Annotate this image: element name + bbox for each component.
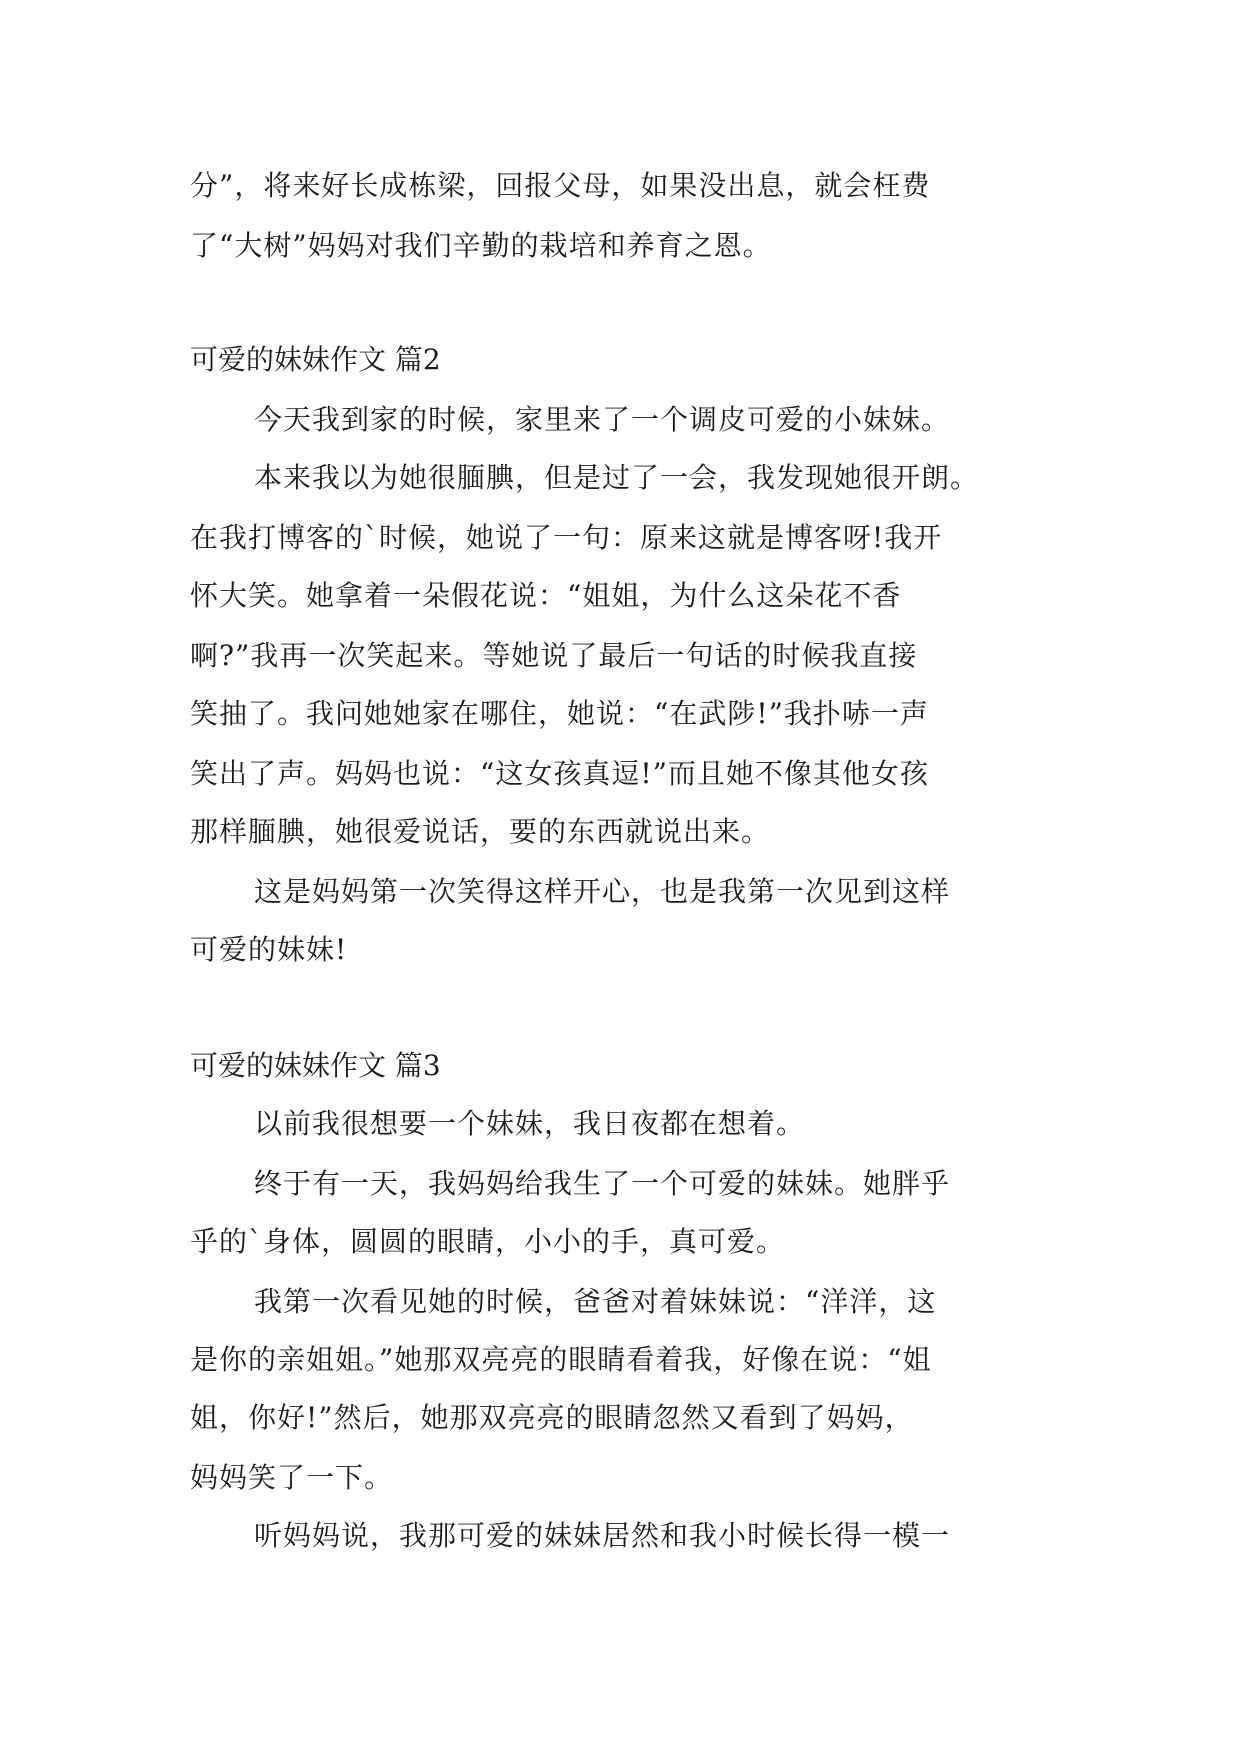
section-heading: 可爱的妹妹作文 篇3	[190, 1049, 441, 1082]
paragraph-line: 啊?”我再一次笑起来。等她说了最后一句话的时候我直接	[190, 639, 918, 672]
paragraph-line: 今天我到家的时候，家里来了一个调皮可爱的小妹妹。	[254, 403, 951, 436]
paragraph-line: 乎的`身体，圆圆的眼睛，小小的手，真可爱。	[190, 1225, 786, 1258]
paragraph-line: 分”，将来好长成栋梁，回报父母，如果没出息，就会枉费	[190, 169, 931, 202]
paragraph-line: 在我打博客的`时候，她说了一句：原来这就是博客呀!我开	[190, 521, 943, 554]
paragraph-line: 终于有一天，我妈妈给我生了一个可爱的妹妹。她胖乎	[254, 1167, 951, 1200]
paragraph-line: 笑出了声。妈妈也说：“这女孩真逗!”而且她不像其他女孩	[190, 757, 929, 790]
paragraph-line: 这是妈妈第一次笑得这样开心，也是我第一次见到这样	[254, 875, 951, 908]
paragraph-line: 姐，你好!”然后，她那双亮亮的眼睛忽然又看到了妈妈，	[190, 1401, 914, 1434]
paragraph-line: 以前我很想要一个妹妹，我日夜都在想着。	[254, 1107, 806, 1140]
paragraph-line: 那样腼腆，她很爱说话，要的东西就说出来。	[190, 815, 771, 848]
paragraph-line: 了“大树”妈妈对我们辛勤的栽培和养育之恩。	[190, 229, 772, 262]
paragraph-line: 听妈妈说，我那可爱的妹妹居然和我小时候长得一模一	[254, 1519, 951, 1552]
paragraph-line: 怀大笑。她拿着一朵假花说：“姐姐，为什么这朵花不香	[190, 579, 902, 612]
paragraph-line: 是你的亲姐姐。”她那双亮亮的眼睛看着我，好像在说：“姐	[190, 1343, 932, 1376]
paragraph-line: 我第一次看见她的时候，爸爸对着妹妹说：“洋洋，这	[254, 1285, 937, 1318]
paragraph-line: 笑抽了。我问她她家在哪住，她说：“在武陟!”我扑哧一声	[190, 697, 929, 730]
paragraph-line: 妈妈笑了一下。	[190, 1461, 394, 1494]
paragraph-line: 可爱的妹妹!	[190, 933, 348, 966]
paragraph-line: 本来我以为她很腼腆，但是过了一会，我发现她很开朗。	[254, 461, 980, 494]
section-heading: 可爱的妹妹作文 篇2	[190, 343, 441, 376]
